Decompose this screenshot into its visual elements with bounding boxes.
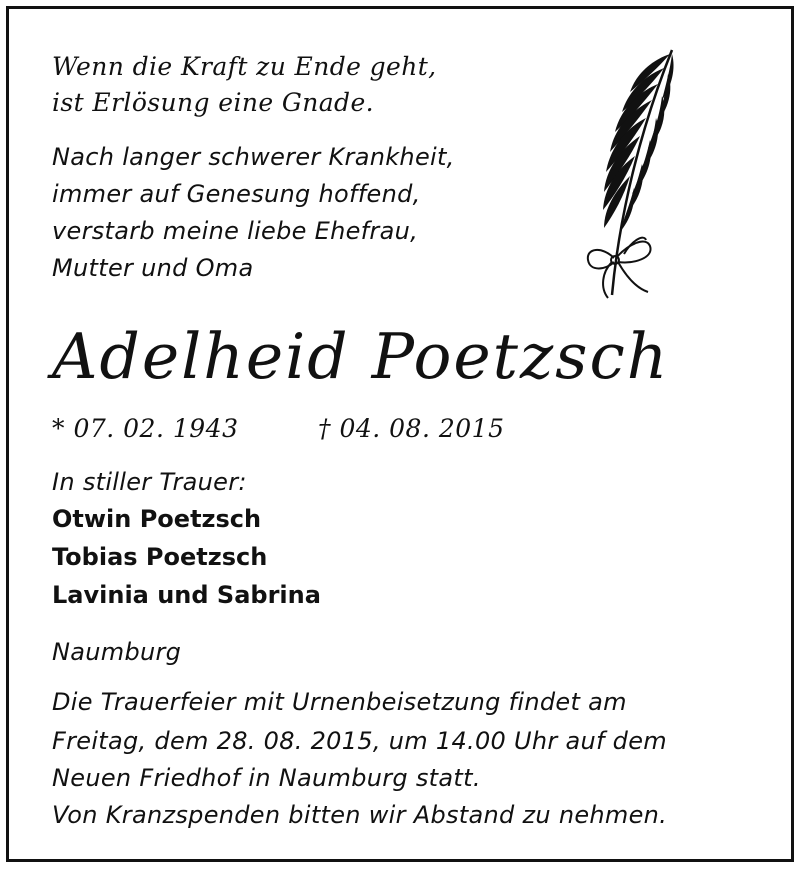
place-name: Naumburg <box>52 638 182 666</box>
mourner-name: Lavinia und Sabrina <box>52 581 321 609</box>
poem-line-2: ist Erlösung eine Gnade. <box>52 88 375 117</box>
intro-line-3: verstarb meine liebe Ehefrau, <box>52 217 419 245</box>
notice-line-3: Neuen Friedhof in Naumburg statt. <box>52 764 481 792</box>
notice-line-1: Die Trauerfeier mit Urnenbeisetzung findet am <box>52 688 627 716</box>
intro-line-4: Mutter und Oma <box>52 254 254 282</box>
intro-line-1: Nach langer schwerer Krankheit, <box>52 143 455 171</box>
feather-icon <box>572 40 682 310</box>
poem-line-1: Wenn die Kraft zu Ende geht, <box>52 52 437 81</box>
death-date: † 04. 08. 2015 <box>318 414 505 443</box>
deceased-name: Adelheid Poetzsch <box>52 320 670 393</box>
notice-line-2: Freitag, dem 28. 08. 2015, um 14.00 Uhr auf dem <box>52 727 667 755</box>
intro-line-2: immer auf Genesung hoffend, <box>52 180 421 208</box>
mourner-name: Otwin Poetzsch <box>52 505 262 533</box>
mourners-heading: In stiller Trauer: <box>52 468 247 496</box>
birth-date: * 07. 02. 1943 <box>52 414 239 443</box>
mourner-name: Tobias Poetzsch <box>52 543 268 571</box>
notice-line-4: Von Kranzspenden bitten wir Abstand zu nehmen. <box>52 801 668 829</box>
